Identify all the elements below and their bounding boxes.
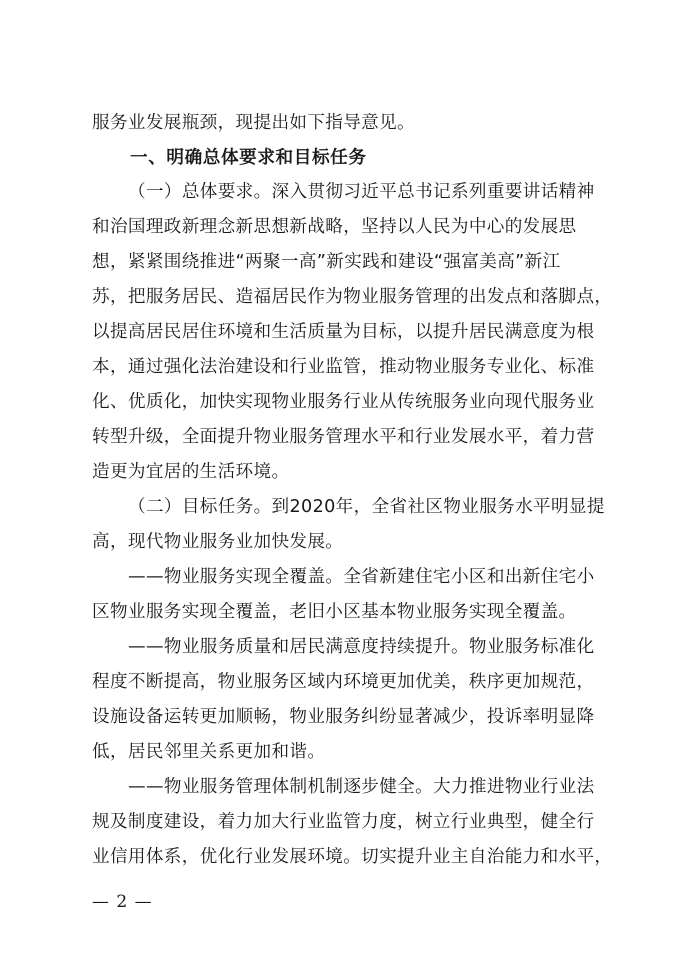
text-line: 以提高居民居住环境和生活质量为目标，以提升居民满意度为根 xyxy=(92,322,595,342)
text-line: 造更为宜居的生活环境。 xyxy=(92,462,290,482)
text-line: 想，紧紧围绕推进“两聚一高”新实践和建设“强富美高”新江 xyxy=(92,252,561,272)
text-line: 服务业发展瓶颈，现提出如下指导意见。 xyxy=(92,113,415,133)
text-line: 化、优质化，加快实现物业服务行业从传统服务业向现代服务业 xyxy=(92,392,595,412)
text-line: 高，现代物业服务业加快发展。 xyxy=(92,532,344,552)
text-line: 低，居民邻里关系更加和谐。 xyxy=(92,742,326,762)
page-number: — 2 — xyxy=(92,892,153,912)
text-line: 设施设备运转更加顺畅，物业服务纠纷显著减少，投诉率明显降 xyxy=(92,707,595,727)
text-line: ——物业服务质量和居民满意度持续提升。物业服务标准化 xyxy=(128,637,595,657)
section-heading: 一、明确总体要求和目标任务 xyxy=(130,148,367,168)
text-line: 区物业服务实现全覆盖，老旧小区基本物业服务实现全覆盖。 xyxy=(92,602,577,622)
text-line: 本，通过强化法治建设和行业监管，推动物业服务专业化、标准 xyxy=(92,357,595,377)
text-line: 规及制度建设，着力加大行业监管力度，树立行业典型，健全行 xyxy=(92,812,595,832)
text-line: （二）目标任务。到2020年，全省社区物业服务水平明显提 xyxy=(128,497,605,517)
text-line: 业信用体系，优化行业发展环境。切实提升业主自治能力和水平， xyxy=(92,847,613,867)
text-line: 程度不断提高，物业服务区域内环境更加优美，秩序更加规范， xyxy=(92,672,595,692)
text-line: 苏，把服务居民、造福居民作为物业服务管理的出发点和落脚点， xyxy=(92,287,613,307)
text-line: ——物业服务实现全覆盖。全省新建住宅小区和出新住宅小 xyxy=(128,567,595,587)
text-line: ——物业服务管理体制机制逐步健全。大力推进物业行业法 xyxy=(128,777,595,797)
text-line: 和治国理政新理念新思想新战略，坚持以人民为中心的发展思 xyxy=(92,217,577,237)
text-line: （一）总体要求。深入贯彻习近平总书记系列重要讲话精神 xyxy=(128,182,595,202)
text-line: 转型升级，全面提升物业服务管理水平和行业发展水平，着力营 xyxy=(92,427,595,447)
